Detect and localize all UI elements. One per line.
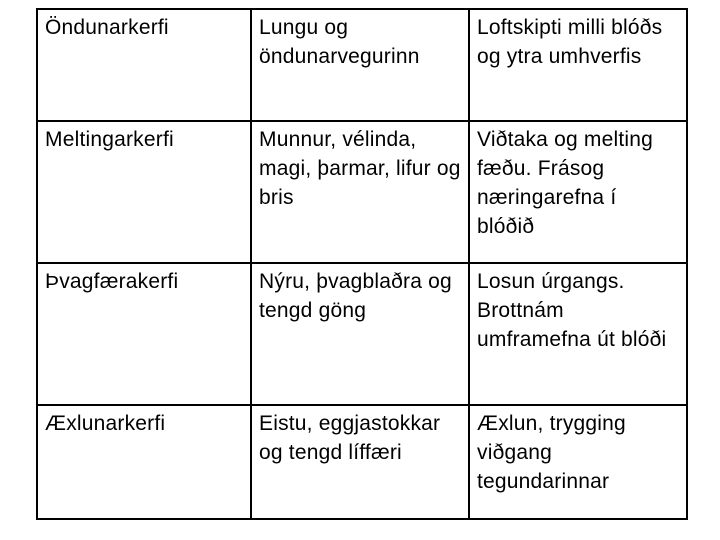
- function-cell: [469, 9, 687, 121]
- system-cell: [37, 121, 251, 263]
- function-cell: [469, 121, 687, 263]
- function-text: Losun úrgangs. Brottnám umframefna út blóði: [477, 270, 667, 351]
- system-cell: [37, 9, 251, 121]
- function-text: Viðtaka og melting fæðu. Frásog næringarefna í blóðið: [477, 128, 653, 238]
- system-name: Öndunarkerfi: [45, 16, 169, 39]
- function-text: Loftskipti milli blóðs og ytra umhverfis: [477, 16, 663, 68]
- table-row: [37, 405, 687, 519]
- organs-cell: [251, 9, 469, 121]
- function-text: Æxlun, trygging viðgang tegundarinnar: [477, 412, 626, 493]
- system-name: Þvagfærakerfi: [45, 270, 179, 293]
- table-row: [37, 121, 687, 263]
- table-row: [37, 9, 687, 121]
- organs-text: Nýru, þvagblaðra og tengd göng: [259, 270, 452, 322]
- organs-cell: [251, 121, 469, 263]
- organs-text: Munnur, vélinda, magi, þarmar, lifur og bris: [259, 128, 461, 209]
- organs-text: Eistu, eggjastokkar og tengd líffæri: [259, 412, 441, 464]
- table-row: [37, 263, 687, 405]
- system-name: Æxlunarkerfi: [45, 412, 166, 435]
- function-cell: [469, 405, 687, 519]
- function-cell: [469, 263, 687, 405]
- system-cell: [37, 263, 251, 405]
- organs-cell: [251, 405, 469, 519]
- system-name: Meltingarkerfi: [45, 128, 174, 151]
- organ-systems-table: [36, 8, 688, 520]
- organs-cell: [251, 263, 469, 405]
- system-cell: [37, 405, 251, 519]
- organs-text: Lungu og öndunarvegurinn: [259, 16, 420, 68]
